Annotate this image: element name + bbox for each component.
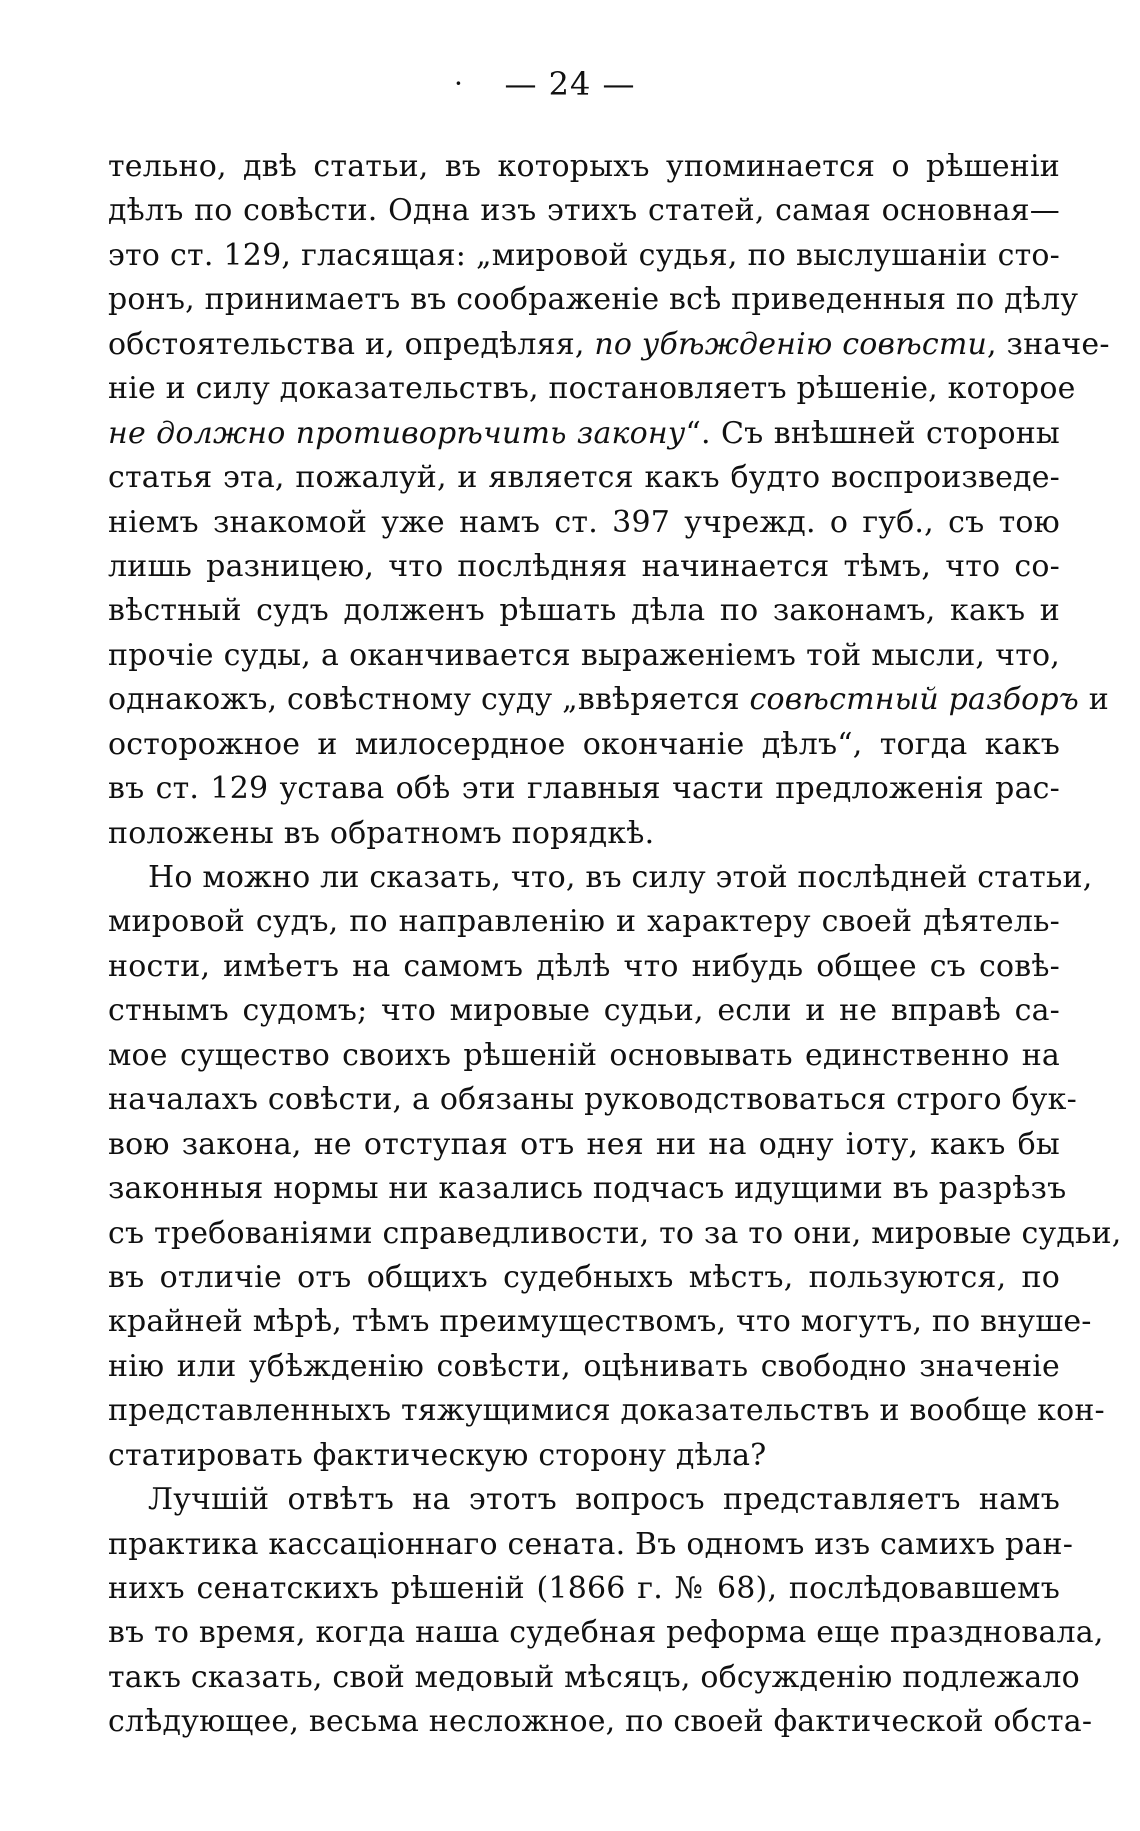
italic-text: не должно противорѣчить закону — [108, 415, 686, 451]
text-line — [108, 1478, 1060, 1522]
text-line — [108, 1034, 1060, 1078]
text-run: законныя нормы ни казались подчасъ идущими въ разрѣзъ — [108, 1171, 1067, 1207]
text-line — [108, 1256, 1060, 1300]
text-run: вѣстный судъ долженъ рѣшать дѣла по законамъ, какъ и — [108, 593, 1060, 629]
text-line — [108, 1212, 1122, 1256]
text-line — [108, 367, 1076, 411]
text-line — [108, 1523, 1074, 1567]
text-line — [108, 1389, 1105, 1433]
text-line — [108, 189, 1060, 233]
text-run: крайней мѣрѣ, тѣмъ преимуществомъ, что могутъ, по внуше- — [108, 1304, 1092, 1340]
text-line — [108, 501, 1060, 545]
text-run: осторожное и милосердное окончаніе дѣлъ“, тогда какъ — [108, 726, 1060, 762]
text-run: въ то время, когда наша судебная реформа еще праздновала, — [108, 1615, 1104, 1651]
text-line — [108, 1567, 1060, 1611]
text-line — [108, 1611, 1104, 1655]
text-run: Но можно ли сказать, что, въ силу этой послѣдней статьи, — [148, 860, 1093, 895]
text-run: стнымъ судомъ; что мировые судьи, если и не вправѣ са- — [108, 993, 1060, 1029]
text-line — [108, 634, 1060, 678]
text-run: , значе- — [987, 326, 1110, 362]
text-run: обстоятельства и, опредѣляя, — [108, 326, 595, 362]
text-run: это ст. 129, гласящая: „мировой судья, по выслушаніи сто- — [108, 237, 1060, 273]
text-line — [108, 900, 1060, 944]
text-run: дѣлъ по совѣсти. Одна изъ этихъ статей, самая основная— — [108, 193, 1060, 229]
text-run: слѣдующее, весьма несложное, по своей фактической обста- — [108, 1704, 1093, 1740]
text-run: лишь разницею, что послѣдняя начинается тѣмъ, что со- — [108, 548, 1060, 584]
text-line — [108, 1434, 1060, 1478]
text-line — [108, 1700, 1093, 1744]
text-line — [108, 812, 1060, 856]
text-line — [108, 589, 1060, 633]
print-mark: · — [454, 67, 464, 100]
text-run: ронъ, принимаетъ въ соображеніе всѣ приведенныя по дѣлу — [108, 282, 1079, 318]
text-run: тельно, двѣ статьи, въ которыхъ упоминается о рѣшеніи — [108, 149, 1060, 184]
text-line — [108, 234, 1060, 278]
text-run: такъ сказать, свой медовый мѣсяцъ, обсужденію подлежало — [108, 1659, 1080, 1695]
text-run: въ ст. 129 устава обѣ эти главныя части предложенія рас- — [108, 771, 1060, 807]
text-line — [108, 1300, 1092, 1344]
text-line — [108, 856, 1093, 900]
text-line — [108, 945, 1060, 989]
text-run: Лучшій отвѣтъ на этотъ вопросъ представляетъ намъ — [148, 1482, 1060, 1518]
text-line — [108, 323, 1110, 367]
text-run: статья эта, пожалуй, и является какъ будто воспроизведе- — [108, 460, 1060, 496]
text-run: положены въ обратномъ порядкѣ. — [108, 815, 655, 851]
page-number — [0, 64, 1140, 104]
text-run: ніемъ знакомой уже намъ ст. 397 учрежд. о губ., съ тою — [108, 504, 1060, 540]
text-line — [108, 1123, 1060, 1167]
text-line — [108, 145, 1060, 189]
text-run: практика кассаціоннаго сената. Въ одномъ изъ самихъ ран- — [108, 1526, 1074, 1562]
text-run: ніе и силу доказательствъ, постановляетъ рѣшеніе, которое — [108, 371, 1076, 407]
text-line — [108, 723, 1060, 767]
text-line — [108, 412, 1060, 456]
text-line — [108, 989, 1060, 1033]
text-run: въ отличіе отъ общихъ судебныхъ мѣстъ, пользуются, по — [108, 1259, 1060, 1295]
text-line — [108, 678, 1109, 722]
text-run: началахъ совѣсти, а обязаны руководствоваться строго бук- — [108, 1082, 1077, 1118]
text-line — [108, 278, 1079, 322]
text-run: нію или убѣжденію совѣсти, оцѣнивать свободно значеніе — [108, 1348, 1060, 1384]
text-run: нихъ сенатскихъ рѣшеній (1866 г. № 68), послѣдовавшемъ — [108, 1571, 1060, 1606]
text-run: мировой судъ, по направленію и характеру своей дѣятель- — [108, 904, 1060, 940]
text-run: прочіе суды, а оканчивается выраженіемъ той мысли, что, — [108, 637, 1060, 673]
text-line — [108, 1656, 1080, 1700]
body-text — [108, 145, 1122, 1745]
text-line — [108, 1167, 1067, 1211]
italic-text: совѣстный разборъ — [749, 682, 1080, 718]
text-line — [108, 1078, 1077, 1122]
text-run: статировать фактическую сторону дѣла? — [108, 1437, 767, 1473]
text-line — [108, 1345, 1060, 1389]
italic-text: по убѣжденію совѣсти — [594, 326, 988, 362]
text-run: вою закона, не отступая отъ нея ни на одну іоту, какъ бы — [108, 1126, 1060, 1162]
text-run: и — [1079, 682, 1109, 718]
text-line — [108, 456, 1060, 500]
text-run: мое существо своихъ рѣшеній основывать единственно на — [108, 1037, 1060, 1073]
text-run: ности, имѣетъ на самомъ дѣлѣ что нибудь общее съ совѣ- — [108, 948, 1060, 984]
text-run: съ требованіями справедливости, то за то они, мировые судьи, — [108, 1215, 1122, 1251]
text-run: представленныхъ тяжущимися доказательствъ и вообще кон- — [108, 1393, 1105, 1429]
text-line — [108, 767, 1060, 811]
text-line — [108, 545, 1060, 589]
page-number-text: — 24 — — [504, 65, 636, 103]
text-run: “. Съ внѣшней стороны — [685, 415, 1060, 451]
text-run: однакожъ, совѣстному суду „ввѣряется — [108, 682, 750, 718]
